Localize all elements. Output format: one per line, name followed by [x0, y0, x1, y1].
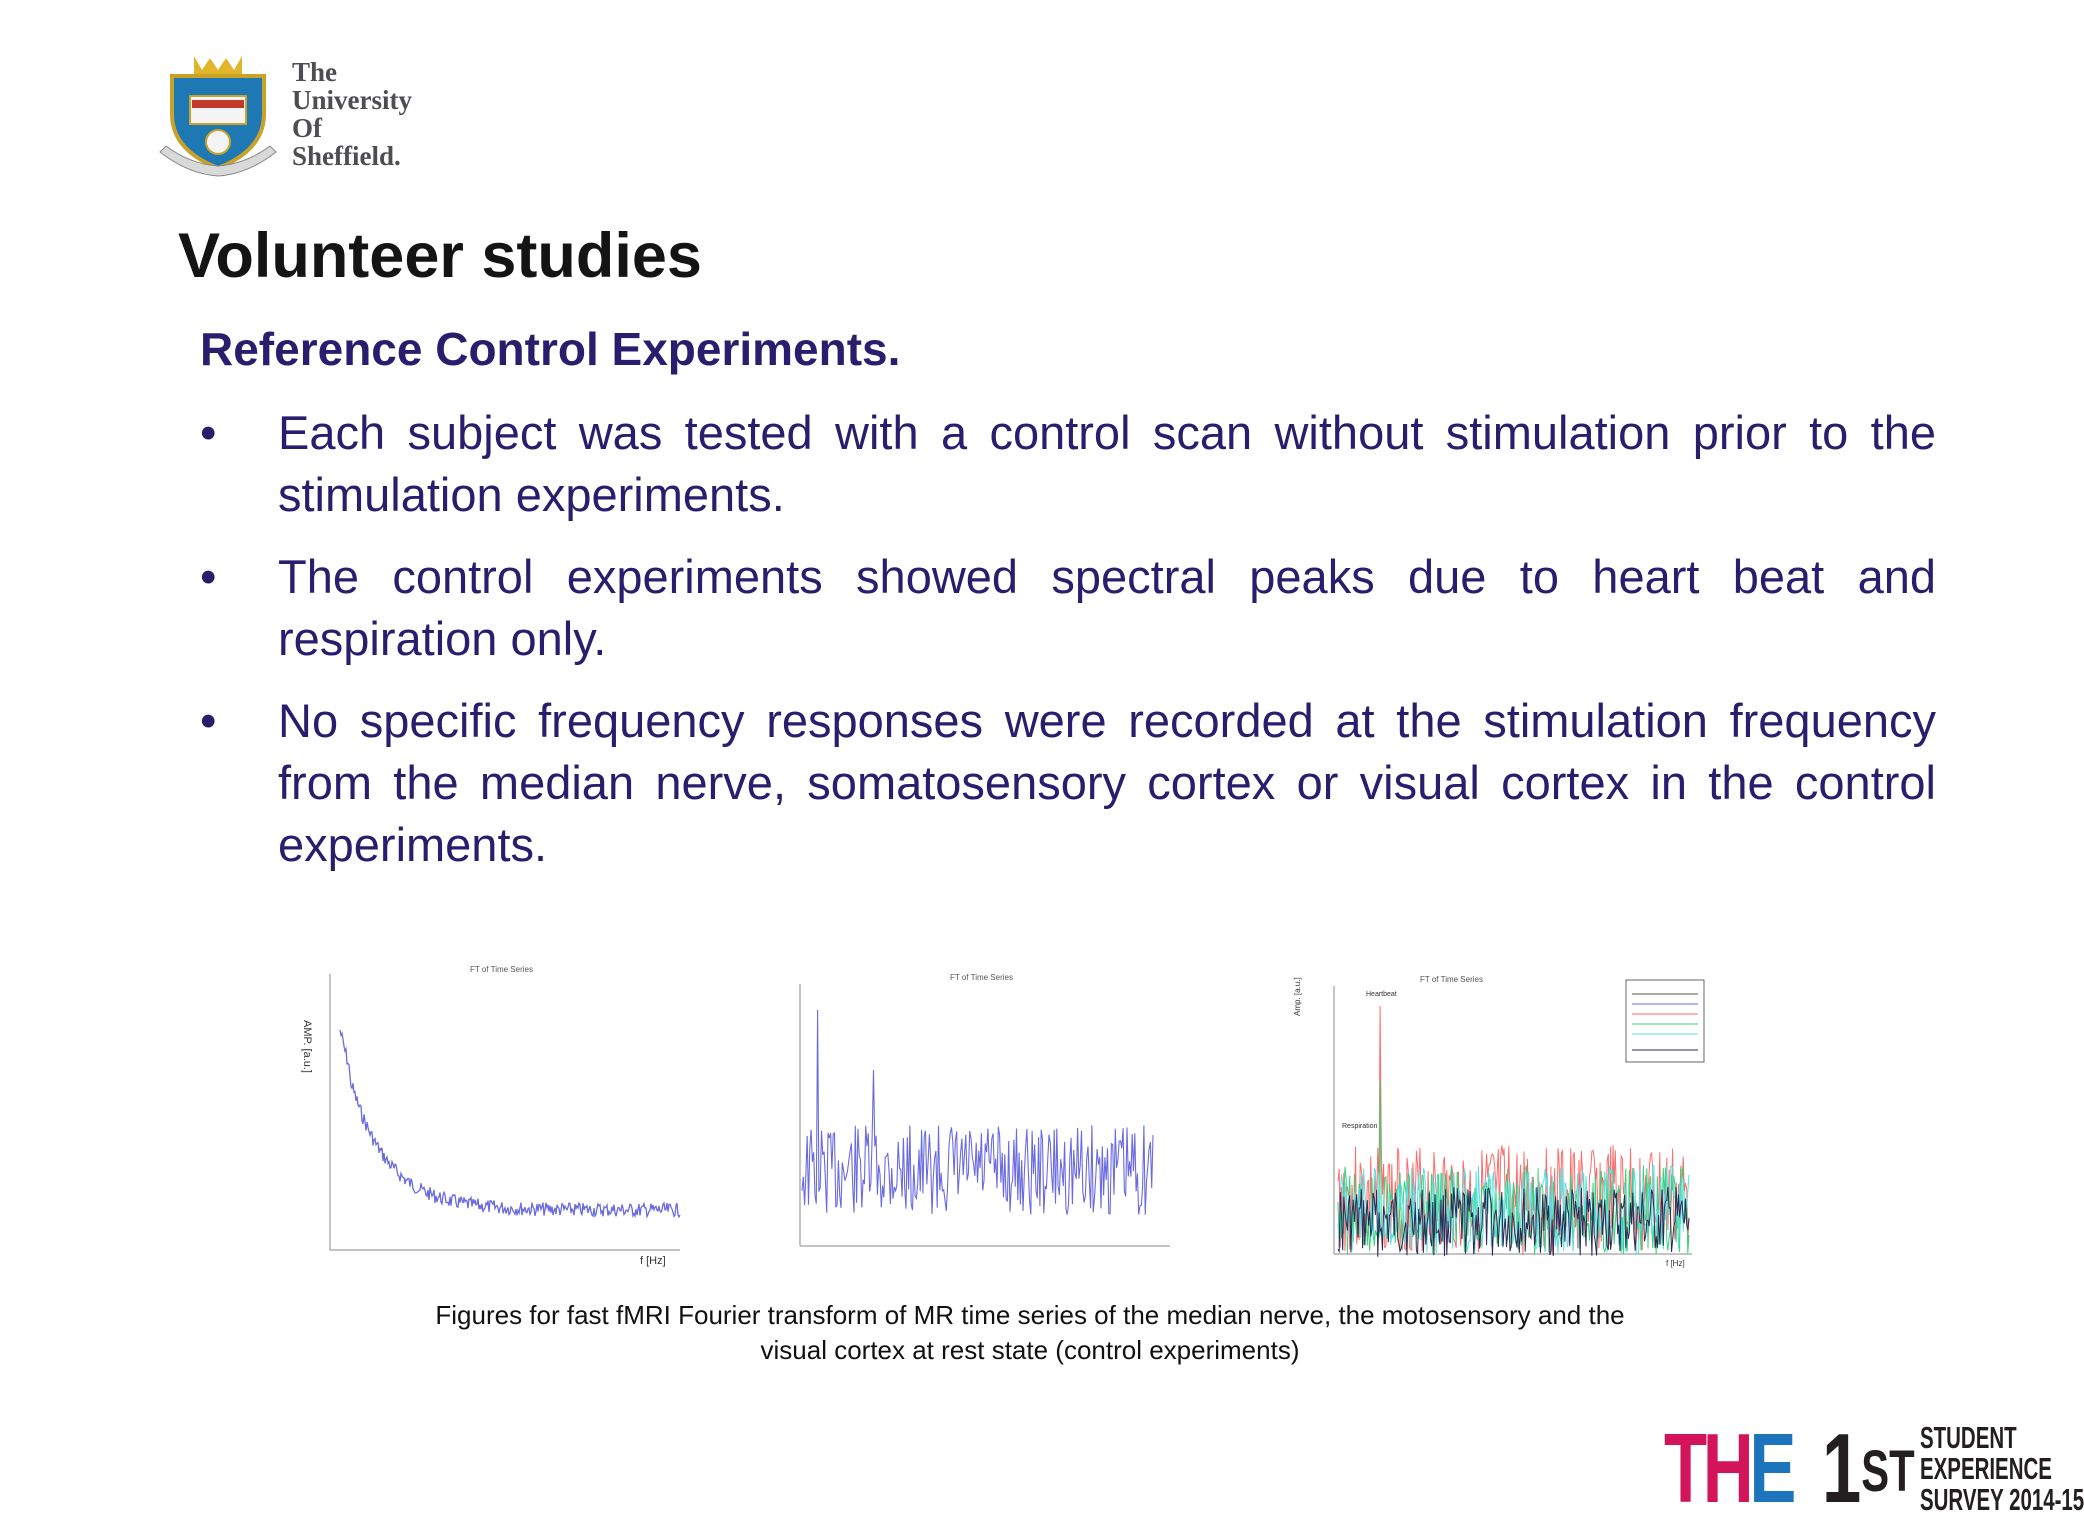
bullet-item: [200, 690, 1936, 876]
badge-survey-line-2: EXPERIENCE: [1920, 1451, 2052, 1486]
plot1-ylabel: AMP. [a.u.]: [301, 1020, 313, 1073]
caption-line-1: Figures for fast fMRI Fourier transform of MR time series of the median nerve, the motosensory and the: [435, 1300, 1625, 1330]
slide-title: Volunteer studies: [178, 221, 702, 291]
fourier-figures: [290, 960, 1740, 1280]
bullet-item: [200, 546, 1936, 670]
bullet-dot: •: [200, 550, 217, 603]
university-name: [292, 58, 412, 170]
logo-line-3: Of: [292, 113, 322, 143]
plot2-title: FT of Time Series: [950, 973, 1013, 982]
badge-survey-line-1: STUDENT: [1920, 1420, 2017, 1455]
plot-visual-cortex: [1293, 975, 1704, 1268]
bullet-text: No specific frequency responses were recorded at the stimulation frequency from the median nerve, somatosensory cortex or visual cortex in the control experiments.: [278, 694, 1936, 871]
university-crest-icon: [158, 52, 278, 177]
badge-survey-line-3: SURVEY 2014-15: [1920, 1482, 2084, 1517]
student-experience-badge: [1664, 1413, 2084, 1523]
bullet-item: [200, 402, 1936, 526]
logo-line-1: The: [292, 57, 338, 87]
caption-line-2: visual cortex at rest state (control experiments): [760, 1335, 1300, 1365]
badge-1: 1: [1822, 1413, 1862, 1523]
logo-line-4: Sheffield.: [292, 141, 401, 171]
plot2-spectrum-line: [802, 1010, 1153, 1215]
badge-survey-text: [1920, 1422, 2084, 1515]
plot1-spectrum-line: [340, 1030, 680, 1217]
slide-subtitle: Reference Control Experiments.: [200, 323, 901, 375]
bullet-text: Each subject was tested with a control scan without stimulation prior to the stimulation experiments.: [278, 406, 1936, 521]
bullet-dot: •: [200, 406, 217, 459]
badge-t: T: [1664, 1413, 1703, 1523]
badge-e: E: [1749, 1413, 1793, 1523]
plot3-annotation-heartbeat: Heartbeat: [1366, 991, 1397, 998]
badge-first: [1822, 1413, 1915, 1523]
plot-motosensory-cortex: [800, 973, 1170, 1246]
badge-h: H: [1702, 1413, 1750, 1523]
plot-median-nerve: [301, 965, 680, 1267]
plot3-xlabel: f [Hz]: [1666, 1259, 1685, 1268]
university-logo: [158, 52, 448, 182]
bullet-dot: •: [200, 694, 217, 747]
logo-line-2: University: [292, 85, 412, 115]
plot3-annotation-respiration: Respiration: [1342, 1123, 1378, 1130]
bullet-list: [200, 402, 1936, 896]
figure-caption: [330, 1298, 1730, 1368]
bullet-text: The control experiments showed spectral peaks due to heart beat and respiration only.: [278, 550, 1936, 665]
badge-the: [1664, 1413, 1793, 1523]
badge-st: ST: [1861, 1439, 1915, 1504]
plot3-title: FT of Time Series: [1420, 975, 1483, 984]
plot1-xlabel: f [Hz]: [640, 1255, 666, 1267]
plot3-ylabel: Amp. [a.u.]: [1293, 977, 1302, 1016]
plot1-title: FT of Time Series: [470, 965, 533, 974]
